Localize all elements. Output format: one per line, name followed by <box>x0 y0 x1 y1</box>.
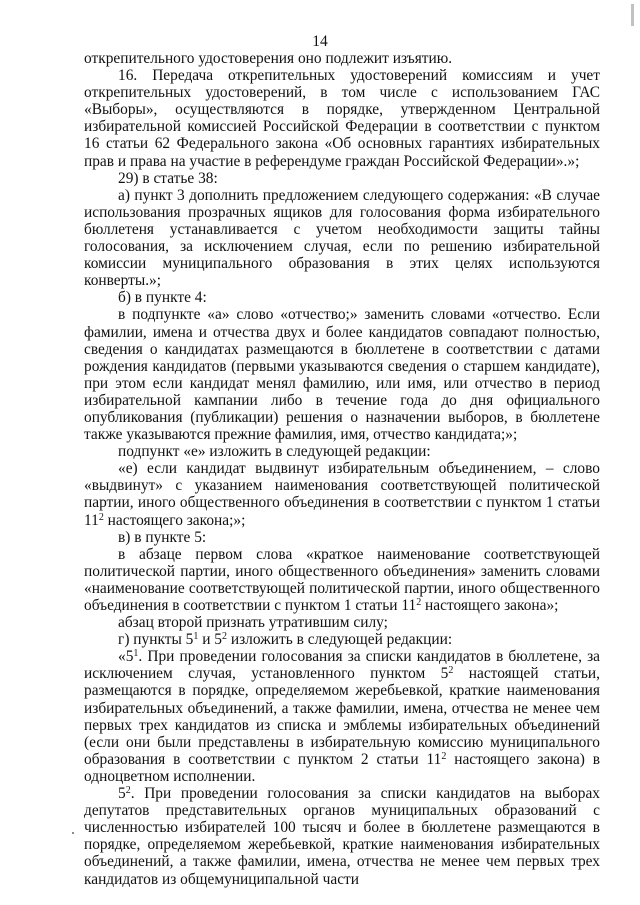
paragraph-text: подпункт «е» изложить в следующей редакции: <box>118 443 431 461</box>
scan-artifact-dot <box>72 832 74 834</box>
superscript: 2 <box>221 631 227 643</box>
paragraph-text: б) в пункте 4: <box>118 289 207 307</box>
paragraph-text: 16. Передача открепительных удостоверений комиссиям и учет открепительных удостоверений, в том числе с использованием ГАС «Выборы», осуществляются в порядке, утвержденном Центральной избирательной комиссией Российской Федерации в соответствии с пунктом 16 статьи 62 Федерального закона «Об основных гарантиях избирательных прав и права на участие в референдуме граждан Российской Федерации».»; <box>84 67 600 170</box>
paragraph-text: «е) если кандидат выдвинут избирательным объединением, – слово «выдвинут» с указанием наименования соответствующей политической партии, иного общественного объединения в соответствии с пунктом 1 статьи 11 <box>84 460 600 529</box>
paragraph <box>84 67 600 170</box>
paragraph-text: настоящего закона) в одноцветном исполнении. <box>84 750 600 785</box>
paragraph-text: настоящего закона»; <box>421 597 559 614</box>
paragraph-text: г) пункты 5 <box>118 631 194 649</box>
document-body <box>84 50 600 888</box>
superscript: 1 <box>193 631 199 643</box>
paragraph <box>84 50 600 67</box>
superscript: 2 <box>441 750 447 762</box>
paragraph <box>84 187 600 290</box>
superscript: 2 <box>448 665 454 677</box>
paragraph-text: открепительного удостоверения оно подлежит изъятию. <box>84 50 453 67</box>
paragraph-text: . При проведении голосования за списки кандидатов в бюллетене, за исключением случая, установленного пунктом 5 <box>84 648 600 683</box>
paragraph <box>84 443 600 460</box>
superscript: 1 <box>133 648 139 660</box>
paragraph <box>84 529 600 546</box>
paragraph <box>84 546 600 614</box>
paragraph-text: 29) в статье 38: <box>118 169 218 187</box>
paragraph-text: «5 <box>118 648 134 666</box>
paragraph-text: настоящего закона;»; <box>103 511 246 529</box>
paragraph <box>84 648 600 785</box>
paragraph-text: . При проведении голосования за списки кандидатов на выборах депутатов представительных органов муниципальных образований с численностью избирателей 100 тысяч и более в бюллетене размещаются в порядке, определяемом жеребьевкой, краткие наименования избирательных объединений, а также фамилии, имена, отчества не менее чем первых трех кандидатов из общемуниципальной части <box>84 785 600 888</box>
page-number: 14 <box>312 33 328 50</box>
paragraph-text: 5 <box>118 785 126 803</box>
paragraph-text: а) пункт 3 дополнить предложением следующего содержания: «В случае использования прозрачных ящиков для голосования форма избирательного бюллетеня устанавливается с учетом необходимости защиты тайны голосования, за исключением случая, если по решению избирательной комиссии муниципального образования в этих целях используются конверты.»; <box>84 186 600 290</box>
paragraph-text: в) в пункте 5: <box>118 528 207 546</box>
paragraph <box>84 306 600 443</box>
paragraph <box>84 614 600 631</box>
paragraph <box>84 170 600 187</box>
paragraph-text: в абзаце первом слова «краткое наименование соответствующей политической партии, иного общественного объединения» заменить словами «наименование соответствующей политической партии, иного общественного объединения в соответствии с пунктом 1 статьи 11 <box>84 545 600 614</box>
paragraph-text: абзац второй признать утратившим силу; <box>118 614 388 632</box>
superscript: 2 <box>125 785 131 797</box>
paragraph <box>84 460 600 528</box>
scan-artifact <box>631 4 634 26</box>
paragraph <box>84 289 600 306</box>
paragraph-text: и 5 <box>198 631 222 649</box>
superscript: 2 <box>416 597 422 608</box>
paragraph-text: настоящей статьи, размещаются в порядке, определяемом жеребьевкой, краткие наименования избирательных объединений, а также фамилии, имена, отчества не менее чем первых трех кандидатов из списка и эмблемы избирательных объединений (если они были представлены в избирательную комиссию муниципального образования в соответствии с пунктом 2 статьи 11 <box>84 665 600 768</box>
paragraph-text: в подпункте «а» слово «отчество;» заменить словами «отчество. Если фамилии, имена и отчества двух и более кандидатов совпадают полностью, сведения о кандидатах размещаются в бюллетене в соответствии с датами рождения кандидатов (первыми указываются сведения о старшем кандидате), при этом если кандидат менял фамилию, или имя, или отчество в период избирательной кампании либо в течение года до дня официального опубликования (публикации) решения о назначении выборов, в бюллетене также указываются прежние фамилия, имя, отчество кандидата;»; <box>84 306 600 444</box>
superscript: 2 <box>98 511 104 523</box>
paragraph-text: изложить в следующей редакции: <box>226 631 453 649</box>
paragraph <box>84 631 600 648</box>
paragraph <box>84 785 600 888</box>
